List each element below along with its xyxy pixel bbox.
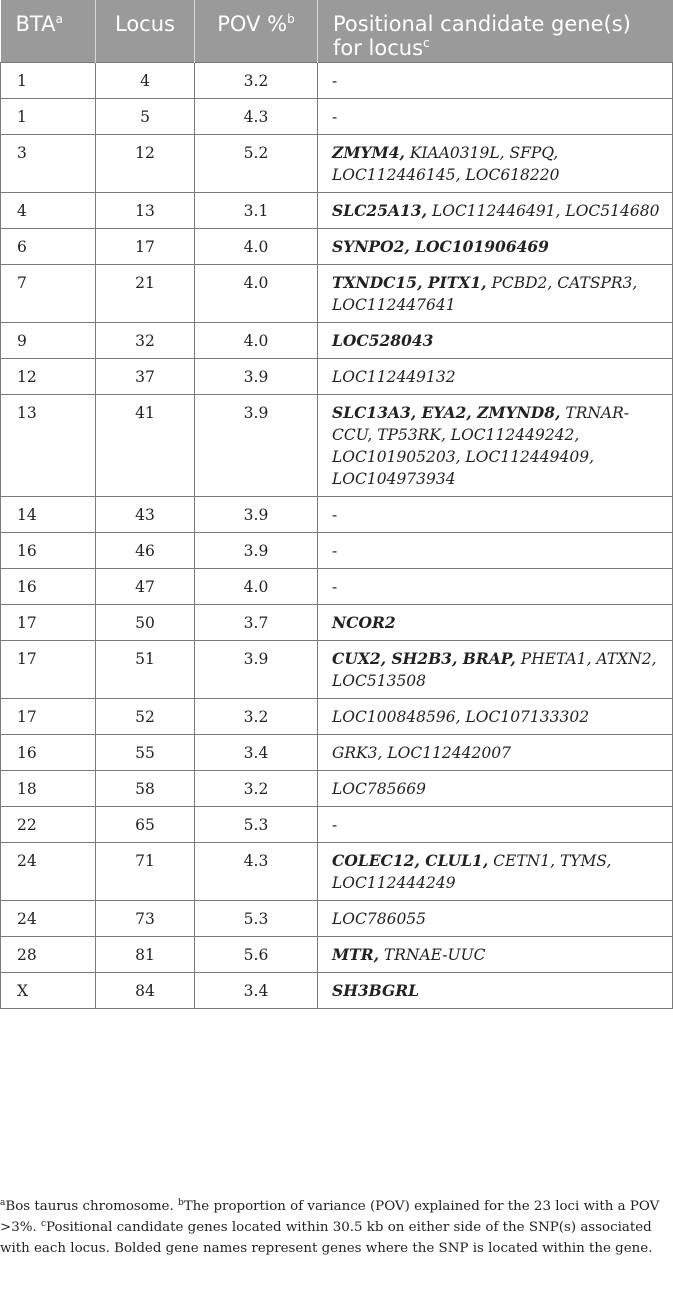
gene-name: GRK3, LOC112442007 xyxy=(332,743,511,762)
cell-locus: 58 xyxy=(96,770,195,806)
gene-name: TRNAE-UUC xyxy=(383,945,486,964)
cell-bta: 13 xyxy=(1,394,96,496)
header-genes-label: Positional candidate gene(s) for locus xyxy=(333,12,631,60)
cell-genes xyxy=(318,734,673,770)
gene-name-bold: COLEC12, CLUL1, xyxy=(332,850,489,870)
gene-name: CETN1, TYMS, LOC112444249 xyxy=(332,851,612,892)
cell-locus: 43 xyxy=(96,496,195,532)
gene-name: LOC785669 xyxy=(332,779,427,798)
table-row xyxy=(1,394,673,496)
gene-name: LOC100848596, LOC107133302 xyxy=(332,707,590,726)
cell-bta: 14 xyxy=(1,496,96,532)
footnote-a-text: Bos taurus chromosome. xyxy=(5,1199,174,1214)
table-row xyxy=(1,806,673,842)
cell-locus: 21 xyxy=(96,264,195,322)
header-pov xyxy=(195,0,318,62)
gene-name-bold: LOC528043 xyxy=(332,330,434,350)
cell-pov: 3.9 xyxy=(195,394,318,496)
table-row xyxy=(1,900,673,936)
cell-locus: 46 xyxy=(96,532,195,568)
table-row xyxy=(1,604,673,640)
cell-bta: 9 xyxy=(1,322,96,358)
cell-bta: 16 xyxy=(1,734,96,770)
cell-genes xyxy=(318,62,673,98)
cell-locus: 71 xyxy=(96,842,195,900)
header-bta xyxy=(1,0,96,62)
cell-bta: 1 xyxy=(1,98,96,134)
cell-pov: 3.2 xyxy=(195,62,318,98)
cell-genes xyxy=(318,134,673,192)
cell-pov: 3.4 xyxy=(195,734,318,770)
table-row xyxy=(1,496,673,532)
cell-pov: 4.3 xyxy=(195,98,318,134)
header-row xyxy=(1,0,673,62)
table-row xyxy=(1,568,673,604)
cell-genes xyxy=(318,192,673,228)
gene-separator: - xyxy=(332,505,338,524)
gene-name-bold: SH3BGRL xyxy=(332,980,420,1000)
gene-name-bold: SLC25A13, xyxy=(332,200,427,220)
cell-genes xyxy=(318,532,673,568)
table-row xyxy=(1,322,673,358)
footnote-a-mark: a xyxy=(0,1198,6,1208)
cell-genes xyxy=(318,972,673,1008)
table-row xyxy=(1,98,673,134)
table-body xyxy=(1,62,673,1008)
cell-locus: 65 xyxy=(96,806,195,842)
cell-bta: 24 xyxy=(1,900,96,936)
header-locus-label: Locus xyxy=(115,12,175,36)
gene-name: TRNAR-CCU, TP53RK, LOC112449242, LOC101905203, LOC112449409, LOC104973934 xyxy=(332,403,630,488)
cell-bta: 6 xyxy=(1,228,96,264)
cell-genes xyxy=(318,698,673,734)
cell-pov: 3.1 xyxy=(195,192,318,228)
cell-pov: 4.3 xyxy=(195,842,318,900)
gene-name: LOC786055 xyxy=(332,909,427,928)
cell-pov: 3.9 xyxy=(195,640,318,698)
cell-genes xyxy=(318,806,673,842)
table-header xyxy=(1,0,673,62)
cell-locus: 37 xyxy=(96,358,195,394)
cell-genes xyxy=(318,936,673,972)
gene-name: PCBD2, CATSPR3, LOC112447641 xyxy=(332,273,638,314)
cell-locus: 52 xyxy=(96,698,195,734)
table-row xyxy=(1,134,673,192)
cell-pov: 3.9 xyxy=(195,358,318,394)
gene-separator: - xyxy=(332,71,338,90)
cell-bta: 17 xyxy=(1,698,96,734)
cell-bta: 22 xyxy=(1,806,96,842)
cell-genes xyxy=(318,770,673,806)
gene-name: LOC112446491, LOC514680 xyxy=(431,201,660,220)
table-row xyxy=(1,842,673,900)
table-row xyxy=(1,972,673,1008)
table-row xyxy=(1,640,673,698)
cell-pov: 4.0 xyxy=(195,228,318,264)
gene-name-bold: SYNPO2, LOC101906469 xyxy=(332,236,549,256)
cell-pov: 5.3 xyxy=(195,900,318,936)
cell-locus: 17 xyxy=(96,228,195,264)
footnote-c-mark: c xyxy=(41,1219,47,1229)
table-row xyxy=(1,532,673,568)
cell-genes xyxy=(318,640,673,698)
cell-bta: 3 xyxy=(1,134,96,192)
cell-pov: 3.9 xyxy=(195,496,318,532)
cell-bta: 17 xyxy=(1,604,96,640)
cell-bta: 16 xyxy=(1,532,96,568)
cell-pov: 3.2 xyxy=(195,698,318,734)
cell-genes xyxy=(318,264,673,322)
cell-genes xyxy=(318,568,673,604)
gene-name: PHETA1, ATXN2, LOC513508 xyxy=(332,649,657,690)
cell-bta: 16 xyxy=(1,568,96,604)
gene-separator: - xyxy=(332,815,338,834)
gene-name-bold: MTR, xyxy=(332,944,379,964)
table-row xyxy=(1,770,673,806)
cell-genes xyxy=(318,842,673,900)
header-bta-sup: a xyxy=(55,12,63,26)
cell-locus: 32 xyxy=(96,322,195,358)
cell-genes xyxy=(318,604,673,640)
table-row xyxy=(1,228,673,264)
cell-bta: X xyxy=(1,972,96,1008)
table-row xyxy=(1,192,673,228)
cell-genes xyxy=(318,358,673,394)
table-row xyxy=(1,264,673,322)
cell-pov: 4.0 xyxy=(195,264,318,322)
cell-locus: 50 xyxy=(96,604,195,640)
cell-locus: 73 xyxy=(96,900,195,936)
footnote-c-text: Positional candidate genes located within 30.5 kb on either side of the SNP(s) associated with each locus. Bolded gene names represent genes where the SNP is located within the gene. xyxy=(0,1220,653,1256)
footnote-b-mark: b xyxy=(177,1198,184,1208)
cell-pov: 4.0 xyxy=(195,568,318,604)
cell-pov: 5.2 xyxy=(195,134,318,192)
cell-bta: 1 xyxy=(1,62,96,98)
header-pov-label: POV % xyxy=(217,12,288,36)
table-row xyxy=(1,358,673,394)
cell-bta: 12 xyxy=(1,358,96,394)
gene-name-bold: ZMYM4, xyxy=(332,142,405,162)
cell-bta: 28 xyxy=(1,936,96,972)
cell-genes xyxy=(318,228,673,264)
gene-name-bold: SLC13A3, EYA2, ZMYND8, xyxy=(332,402,561,422)
table-row xyxy=(1,734,673,770)
cell-bta: 18 xyxy=(1,770,96,806)
header-genes-sup: c xyxy=(423,36,430,50)
cell-locus: 51 xyxy=(96,640,195,698)
gene-separator: - xyxy=(332,107,338,126)
cell-pov: 3.4 xyxy=(195,972,318,1008)
cell-genes xyxy=(318,900,673,936)
footnote-b-text: The proportion of variance (POV) explained for the 23 loci with a POV >3%. xyxy=(0,1199,660,1235)
table-footnotes xyxy=(0,1196,668,1259)
cell-bta: 4 xyxy=(1,192,96,228)
cell-locus: 12 xyxy=(96,134,195,192)
cell-bta: 17 xyxy=(1,640,96,698)
cell-pov: 5.3 xyxy=(195,806,318,842)
cell-genes xyxy=(318,496,673,532)
header-bta-label: BTA xyxy=(15,12,56,36)
cell-locus: 13 xyxy=(96,192,195,228)
gene-name: KIAA0319L, SFPQ, LOC112446145, LOC618220 xyxy=(332,143,560,184)
gene-separator: - xyxy=(332,541,338,560)
cell-pov: 3.7 xyxy=(195,604,318,640)
gene-name: LOC112449132 xyxy=(332,367,456,386)
cell-bta: 7 xyxy=(1,264,96,322)
cell-locus: 55 xyxy=(96,734,195,770)
cell-genes xyxy=(318,322,673,358)
cell-pov: 3.9 xyxy=(195,532,318,568)
table-row xyxy=(1,936,673,972)
cell-pov: 5.6 xyxy=(195,936,318,972)
cell-locus: 47 xyxy=(96,568,195,604)
cell-locus: 41 xyxy=(96,394,195,496)
gene-name-bold: CUX2, SH2B3, BRAP, xyxy=(332,648,516,668)
cell-locus: 4 xyxy=(96,62,195,98)
header-genes xyxy=(318,0,673,62)
cell-pov: 4.0 xyxy=(195,322,318,358)
cell-bta: 24 xyxy=(1,842,96,900)
table-row xyxy=(1,62,673,98)
header-locus xyxy=(96,0,195,62)
cell-locus: 81 xyxy=(96,936,195,972)
gene-separator: - xyxy=(332,577,338,596)
cell-locus: 5 xyxy=(96,98,195,134)
header-pov-sup: b xyxy=(287,12,295,26)
cell-locus: 84 xyxy=(96,972,195,1008)
cell-genes xyxy=(318,98,673,134)
cell-pov: 3.2 xyxy=(195,770,318,806)
gene-name-bold: TXNDC15, PITX1, xyxy=(332,272,487,292)
gene-name-bold: NCOR2 xyxy=(332,612,396,632)
table-row xyxy=(1,698,673,734)
cell-genes xyxy=(318,394,673,496)
